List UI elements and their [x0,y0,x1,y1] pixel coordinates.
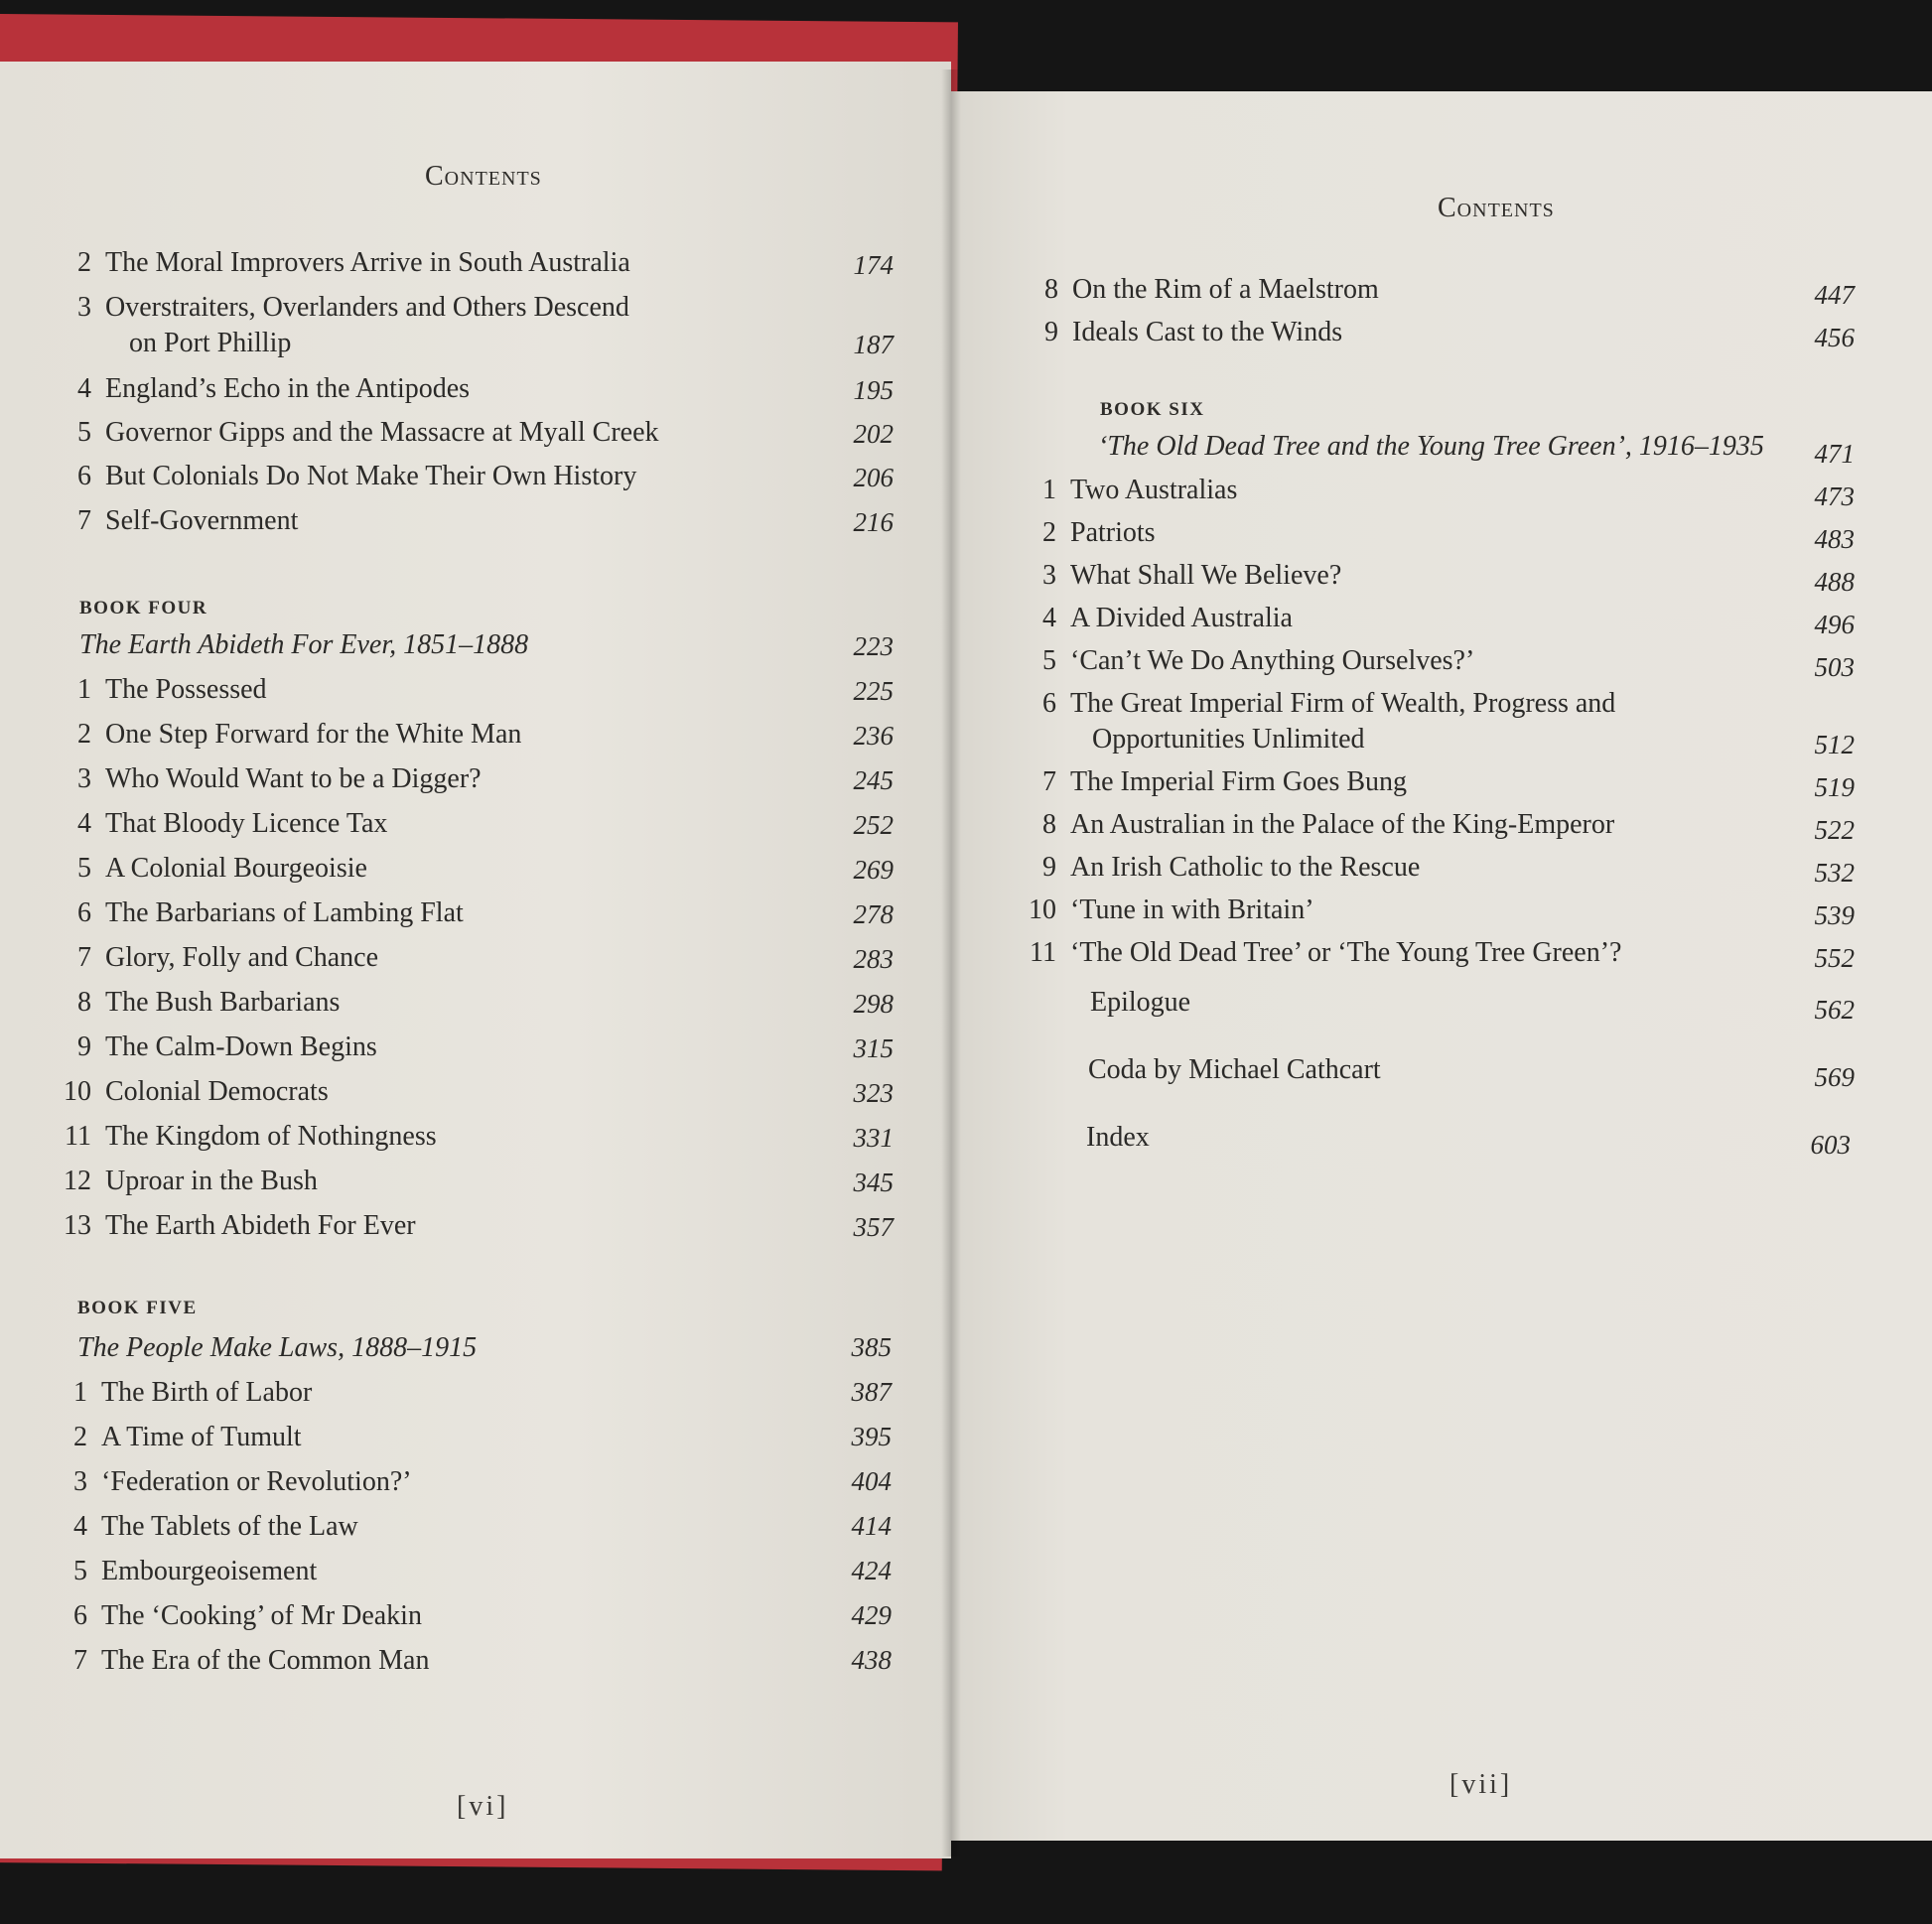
toc-entry: 1 The Possessed [77,674,267,705]
page-number: 387 [851,1377,892,1407]
toc-entry: 8 On the Rim of a Maelstrom [1044,274,1379,305]
page-number: 424 [851,1556,892,1585]
toc-entry: 6 But Colonials Do Not Make Their Own History [77,461,637,491]
page-number: 174 [853,250,894,280]
toc-entry: 2 The Moral Improvers Arrive in South Australia [77,247,630,278]
page-number: 202 [853,419,894,449]
page-number: 522 [1814,815,1855,845]
toc-entry: 3 Overstraiters, Overlanders and Others Descend [77,292,629,323]
toc-entry: 2 A Time of Tumult [73,1422,302,1452]
page-number: 503 [1814,652,1855,682]
toc-entry: 9 An Irish Catholic to the Rescue [1042,852,1421,883]
toc-entry-continuation: on Port Phillip [129,328,292,358]
page-number: 488 [1814,567,1855,597]
page-number: 331 [853,1123,894,1153]
toc-entry: 1 The Birth of Labor [73,1377,313,1408]
toc-entry: 10 Colonial Democrats [64,1076,329,1107]
page-number: 447 [1814,280,1855,310]
toc-entry: 3 Who Would Want to be a Digger? [77,763,482,794]
book-title: The Earth Abideth For Ever, 1851–1888 [79,629,529,660]
toc-entry: 8 The Bush Barbarians [77,987,341,1018]
page-number: 603 [1810,1130,1851,1160]
page-number: 395 [851,1422,892,1451]
page-number: 483 [1814,524,1855,554]
toc-entry-epilogue: Epilogue [1090,987,1191,1018]
page-folio: [vii] [1449,1769,1513,1800]
book-label: BOOK FOUR [79,598,208,618]
page-number: 345 [853,1168,894,1197]
page-number: 532 [1814,858,1855,888]
page-heading: Contents [1438,193,1555,223]
page-number: 278 [853,899,894,929]
right-page [951,91,1932,1841]
toc-entry: 7 Glory, Folly and Chance [77,942,379,973]
toc-entry-coda: Coda by Michael Cathcart [1088,1054,1381,1085]
toc-entry: 2 One Step Forward for the White Man [77,719,522,750]
page-number: 223 [853,631,894,661]
page-number: 315 [853,1033,894,1063]
page-number: 473 [1814,481,1855,511]
toc-entry-index: Index [1086,1122,1150,1153]
page-number: 245 [853,765,894,795]
page-number: 195 [853,375,894,405]
toc-entry: 9 The Calm-Down Begins [77,1031,377,1062]
page-number: 471 [1814,439,1855,469]
page-number: 456 [1814,323,1855,352]
book-label: BOOK FIVE [77,1298,198,1318]
toc-entry: 11 ‘The Old Dead Tree’ or ‘The Young Tree Green’? [1030,937,1622,968]
page-number: 252 [853,810,894,840]
book-title: The People Make Laws, 1888–1915 [77,1332,478,1363]
page-number: 496 [1814,610,1855,639]
toc-entry: 4 England’s Echo in the Antipodes [77,373,471,404]
page-number: 269 [853,855,894,885]
page-number: 385 [851,1332,892,1362]
page-heading: Contents [425,161,542,192]
toc-entry: 13 The Earth Abideth For Ever [64,1210,416,1241]
toc-entry: 6 The Great Imperial Firm of Wealth, Progress and [1042,688,1616,719]
page-number: 552 [1814,943,1855,973]
page-number: 414 [851,1511,892,1541]
page-number: 206 [853,463,894,492]
page-number: 323 [853,1078,894,1108]
toc-entry: 11 The Kingdom of Nothingness [65,1121,437,1152]
page-number: 216 [853,507,894,537]
toc-entry: 7 The Era of the Common Man [73,1645,430,1676]
toc-entry: 12 Uproar in the Bush [64,1166,318,1196]
left-page [0,62,951,1858]
page-number: 429 [851,1600,892,1630]
page-number: 512 [1814,730,1855,759]
toc-entry: 7 Self-Government [77,505,299,536]
page-number: 187 [853,330,894,359]
page-number: 236 [853,721,894,751]
page-number: 404 [851,1466,892,1496]
toc-entry: 9 Ideals Cast to the Winds [1044,317,1343,347]
page-number: 357 [853,1212,894,1242]
toc-entry-continuation: Opportunities Unlimited [1092,724,1365,755]
page-number: 283 [853,944,894,974]
page-number: 569 [1814,1062,1855,1092]
toc-entry: 8 An Australian in the Palace of the King-Emperor [1042,809,1615,840]
toc-entry: 2 Patriots [1042,517,1156,548]
toc-entry: 4 The Tablets of the Law [73,1511,358,1542]
toc-entry: 6 The ‘Cooking’ of Mr Deakin [73,1600,422,1631]
toc-entry: 3 What Shall We Believe? [1042,560,1342,591]
page-number: 562 [1814,995,1855,1025]
toc-entry: 10 ‘Tune in with Britain’ [1029,894,1314,925]
toc-entry: 5 Embourgeoisement [73,1556,318,1586]
toc-entry: 4 A Divided Australia [1042,603,1293,633]
book-label: BOOK SIX [1100,399,1205,420]
toc-entry: 6 The Barbarians of Lambing Flat [77,897,464,928]
toc-entry: 1 Two Australias [1042,475,1238,505]
page-folio: [vi] [457,1791,509,1822]
page-number: 539 [1814,900,1855,930]
toc-entry: 4 That Bloody Licence Tax [77,808,388,839]
page-number: 225 [853,676,894,706]
toc-entry: 5 Governor Gipps and the Massacre at Myall Creek [77,417,659,448]
page-number: 298 [853,989,894,1019]
toc-entry: 3 ‘Federation or Revolution?’ [73,1466,412,1497]
toc-entry: 5 ‘Can’t We Do Anything Ourselves?’ [1042,645,1475,676]
book-title: ‘The Old Dead Tree and the Young Tree Green’, 1916–1935 [1098,431,1764,462]
book-gutter [941,69,961,1856]
toc-entry: 7 The Imperial Firm Goes Bung [1042,766,1408,797]
page-number: 519 [1814,772,1855,802]
toc-entry: 5 A Colonial Bourgeoisie [77,853,367,884]
page-number: 438 [851,1645,892,1675]
